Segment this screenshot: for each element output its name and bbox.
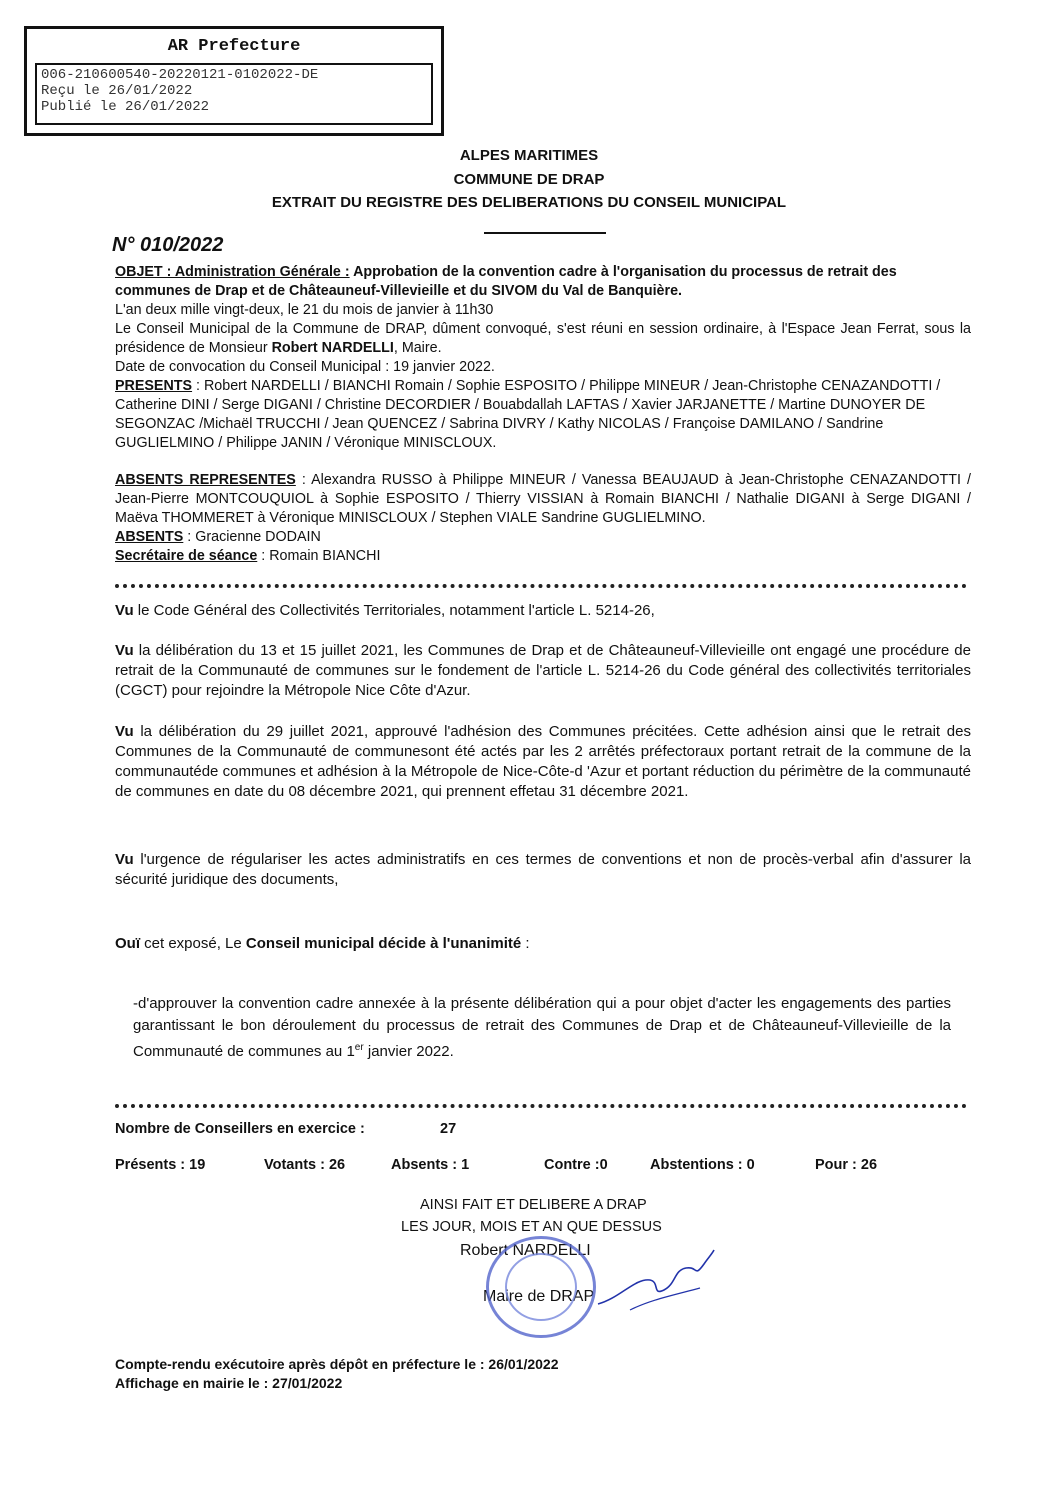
presents-paragraph [115, 377, 971, 453]
ar-prefecture-stamp [24, 26, 444, 136]
objet-paragraph [115, 263, 971, 301]
article-end: janvier 2022. [363, 1043, 454, 1060]
absents-represented-list: : Alexandra RUSSO à Philippe MINEUR / Vanessa BEAUJAUD à Jean-Christophe CENAZANDOTTI / Jean-Pierre MONTCOUQUIOL à Sophie ESPOSITO / Thierry VISSIAN à Romain BIANCHI / Nathalie DIGANI à Serge DIGANI / Maëva THOMMERET à Véronique MINISCLOUX / Stephen VIALE Sandrine GUGLIELMINO. [115, 472, 972, 526]
article-paragraph [133, 993, 951, 1063]
footer-posting: Affichage en mairie le : 27/01/2022 [115, 1375, 343, 1391]
header-register: EXTRAIT DU REGISTRE DES DELIBERATIONS DU CONSEIL MUNICIPAL [271, 194, 787, 211]
vote-presents: Présents : 19 [115, 1157, 206, 1173]
mayor-signature-name: Robert NARDELLI [460, 1242, 591, 1259]
absents-represented-paragraph [115, 471, 971, 528]
vu-lead: Vu [115, 851, 134, 868]
deliberation-number: N° 010/2022 [112, 234, 224, 256]
secretary-paragraph [115, 547, 971, 566]
councillors-value: 27 [440, 1121, 457, 1137]
vote-absents: Absents : 1 [391, 1157, 470, 1173]
secretary-name: : Romain BIANCHI [257, 548, 381, 564]
vu-text: la délibération du 29 juillet 2021, approuvé l'adhésion des Communes précitées. Cette adhésion ainsi que le retrait des Communes de la Communauté de communesont été actés par les 2 arrêtés préfectoraux portant retrait de la commune de la communautéde communes et adhésion à la Métropole de Nice-Côte-d 'Azur et portant réduction du périmètre de la communauté de communes en date du 08 décembre 2021, qui prennent effetau 31 décembre 2021. [115, 723, 971, 800]
preamble-block [115, 263, 971, 453]
absents-block [115, 471, 971, 566]
absents-label: ABSENTS [115, 529, 184, 545]
vote-contre: Contre :0 [544, 1157, 608, 1173]
objet-label: OBJET : Administration Générale : [115, 264, 350, 280]
vote-pour: Pour : 26 [815, 1157, 878, 1173]
mayor-signature-title: Maire de DRAP [483, 1288, 595, 1305]
stamp-title: AR Prefecture [167, 37, 301, 56]
vu-paragraph-3 [115, 722, 971, 802]
vu-text: l'urgence de régulariser les actes administratifs en ces termes de conventions et non de procès-verbal afin d'assurer la sécurité juridique des documents, [115, 851, 971, 888]
vote-abstentions: Abstentions : 0 [650, 1157, 755, 1173]
article-text: -d'approuver la convention cadre annexée à la présente délibération qui a pour objet d'acter les engagements des parties garantissant le bon déroulement du processus de retrait des Communes de Drap et de Châteauneuf-Villevieille de la Communauté de communes au 1 [133, 995, 951, 1060]
separator-stars-bottom [115, 1104, 967, 1112]
vote-votants: Votants : 26 [264, 1157, 346, 1173]
decision-end: : [521, 935, 530, 952]
decision-bold: Conseil municipal décide à l'unanimité [245, 935, 522, 952]
absents-list: : Gracienne DODAIN [183, 529, 321, 545]
vu-lead: Vu [115, 602, 134, 619]
vu-paragraph-1 [115, 601, 971, 621]
vu-paragraph-4 [115, 850, 971, 890]
council-session [115, 320, 971, 358]
signature-line-2: LES JOUR, MOIS ET AN QUE DESSUS [401, 1219, 662, 1235]
secretary-label: Secrétaire de séance [115, 548, 258, 564]
stamp-details [35, 63, 433, 125]
session-date: L'an deux mille vingt-deux, le 21 du mois de janvier à 11h30 [115, 302, 494, 318]
decision-text: cet exposé, Le [140, 935, 246, 952]
header-commune: COMMUNE DE DRAP [453, 171, 605, 188]
footer-executory: Compte-rendu exécutoire après dépôt en préfecture le : 26/01/2022 [115, 1356, 559, 1372]
convocation-date: Date de convocation du Conseil Municipal : 19 janvier 2022. [115, 359, 495, 375]
vu-text: la délibération du 13 et 15 juillet 2021, les Communes de Drap et de Châteauneuf-Villevieille ont engagé une procédure de retrait de la Communauté de communes sur le fondement de l'article L. 5214-26 du Code général des collectivités territoriales (CGCT) pour rejoindre la Métropole Nice Côte d'Azur. [115, 642, 971, 699]
absents-represented-label: ABSENTS REPRESENTES [115, 472, 296, 488]
objet-text: Approbation de la convention cadre à l'organisation du processus de retrait des communes de Drap et de Châteauneuf-Villevieille et du SIVOM du Val de Banquière. [115, 264, 897, 299]
stamp-received: Reçu le 26/01/2022 [41, 83, 193, 99]
decision-lead: Ouï [115, 935, 140, 952]
signature-line-1: AINSI FAIT ET DELIBERE A DRAP [420, 1197, 647, 1213]
council-session-end: , Maire. [393, 340, 442, 356]
stamp-reference: 006-210600540-20220121-0102022-DE [41, 67, 319, 83]
mayor-name: Robert NARDELLI [271, 340, 394, 356]
vu-paragraph-2 [115, 641, 971, 701]
councillors-label: Nombre de Conseillers en exercice : [115, 1121, 365, 1137]
header-divider [484, 232, 606, 234]
vu-lead: Vu [115, 723, 134, 740]
official-seal [486, 1236, 596, 1338]
presents-list: : Robert NARDELLI / BIANCHI Romain / Sophie ESPOSITO / Philippe MINEUR / Jean-Christophe CENAZANDOTTI / Catherine DINI / Serge DIGANI / Christine DECORDIER / Bouabdallah LAFTAS / Xavier JARJANETTE / Martine DUNOYER DE SEGONZAC /Michaël TRUCCHI / Jean QUENCEZ / Sabrina DIVRY / Kathy NICOLAS / Françoise DAMILANO / Sandrine GUGLIELMINO / Philippe JANIN / Véronique MINISCLOUX. [115, 378, 941, 451]
seal-inner-ring [505, 1253, 577, 1321]
header-department: ALPES MARITIMES [459, 147, 599, 164]
separator-stars-top [115, 584, 967, 592]
stamp-published: Publié le 26/01/2022 [41, 99, 210, 115]
council-session-text: Le Conseil Municipal de la Commune de DRAP, dûment convoqué, s'est réuni en session ordinaire, à l'Espace Jean Ferrat, sous la présidence de Monsieur [115, 321, 971, 356]
article-sup: er [354, 1042, 364, 1053]
handwritten-signature [590, 1238, 720, 1318]
decision-line [115, 934, 971, 953]
presents-label: PRESENTS [115, 378, 193, 394]
vu-text: le Code Général des Collectivités Territoriales, notamment l'article L. 5214-26, [133, 602, 655, 619]
absents-paragraph [115, 528, 971, 547]
vu-lead: Vu [115, 642, 134, 659]
